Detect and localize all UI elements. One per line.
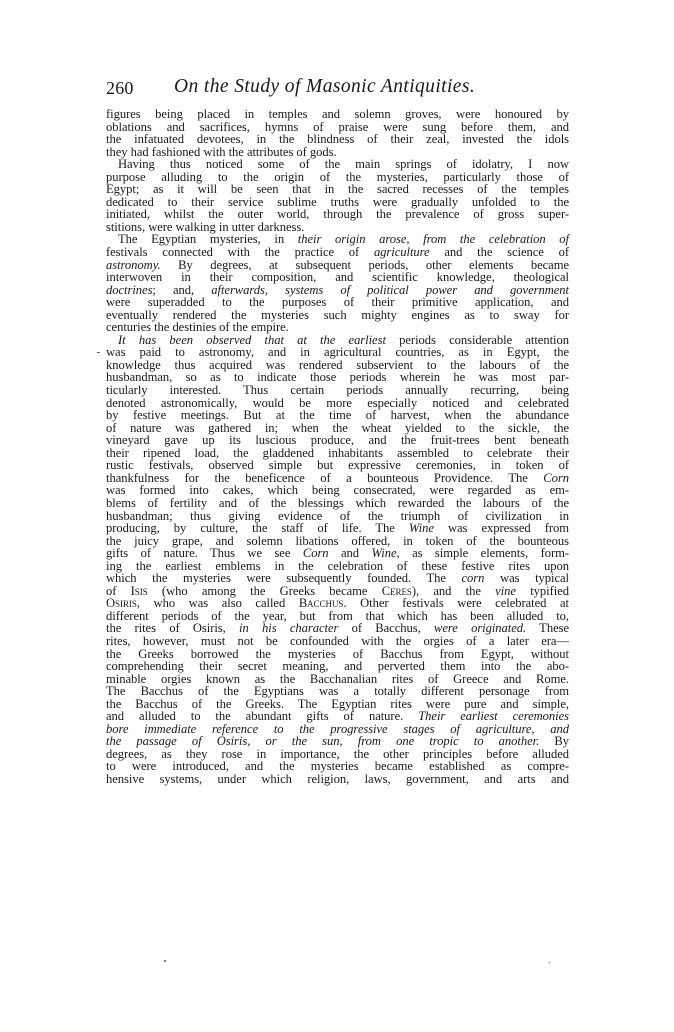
italic-text: in his character	[239, 621, 339, 636]
text-segment: ticularly interested. Thus certain periods annually recurring, being	[106, 383, 569, 398]
text-segment: the Greeks borrowed the mysteries of Bacchus from Egypt, without	[106, 646, 569, 661]
text-segment: . Other festivals were celebrated at	[343, 596, 570, 611]
text-segment: figures being placed in temples and solemn groves, were honoured by	[106, 107, 569, 121]
text-segment: to were introduced, and the mysteries became established as compre-	[106, 759, 569, 774]
text-segment: eventually rendered the mysteries such mighty engines as to sway for	[106, 307, 569, 322]
italic-text: agriculture	[373, 245, 430, 260]
text-segment: husbandman; thus giving evidence of the triumph of civilization in	[106, 508, 569, 523]
text-segment: the Bacchus of the Greeks. The Egyptian rites were pure and simple,	[106, 696, 569, 711]
text-segment: different periods of the year, but from that which has been alluded to,	[106, 608, 569, 623]
text-segment: of	[106, 583, 131, 598]
italic-text: Their earliest ceremonies	[418, 709, 569, 724]
text-segment: festivals connected with the practice of	[106, 245, 374, 260]
text-segment: interwoven in their composition, and scientific knowledge, theological	[106, 270, 569, 285]
text-segment: which the mysteries were subsequently founded. The	[106, 571, 462, 586]
text-segment: producing, by culture, the staff of life. The	[106, 521, 409, 536]
page-header	[106, 76, 569, 106]
text-segment: initiated, whilst the outer world, through the prevalence of gross super-	[106, 207, 569, 222]
text-segment: stitions, were walking in utter darkness.	[106, 219, 305, 234]
text-segment: centuries the destinies of the empire.	[106, 320, 289, 335]
italic-text: the passage of Osiris, or the sun, from one tropic to another.	[106, 734, 540, 749]
text-segment: The Bacchus of the Egyptians was a totally different personage from	[106, 684, 569, 699]
text-segment: Having thus noticed some of the main springs of idolatry, I now	[118, 157, 569, 172]
text-segment: thankfulness for the beneficence of a bounteous Providence. The	[106, 470, 544, 485]
text-segment: and the science of	[429, 245, 569, 260]
text-segment: ing the earliest emblems in the celebration of these festive rites upon	[106, 558, 569, 573]
text-segment: minable orgies known as the Bacchanalian rites of Greece and Rome.	[106, 671, 569, 686]
text-segment: ; and,	[152, 282, 212, 297]
text-segment: the rites of Osiris,	[106, 621, 240, 636]
text-segment: knowledge thus acquired was rendered subservient to the labours of the	[106, 357, 569, 372]
text-segment: , who was also called	[136, 596, 299, 611]
text-segment: By	[539, 734, 569, 749]
italic-text: bore immediate reference to the progressive stages of agriculture, and	[106, 721, 569, 736]
italic-text: Wine	[408, 521, 434, 536]
text-segment: their ripened load, the gladdened inhabitants assembled to celebrate their	[106, 445, 569, 460]
italic-text: were originated.	[433, 621, 527, 636]
text-segment: of Bacchus,	[338, 621, 434, 636]
running-title: On the Study of Masonic Antiquities.	[174, 76, 476, 97]
margin-mark	[97, 352, 100, 353]
text-segment: hensive systems, under which religion, laws, government, and arts and	[106, 771, 569, 786]
text-segment: by festive meetings. But at the time of harvest, when the abundance	[106, 408, 569, 423]
text-segment: dedicated to their service sublime truths were gradually unfolded to the	[106, 194, 569, 209]
text-segment: These	[526, 621, 570, 636]
text-segment: purpose alluding to the origin of the mysteries, particularly those of	[106, 169, 569, 184]
text-segment: vineyard gave up its luscious produce, and the fruit-trees bent beneath	[106, 433, 569, 448]
text-segment: were superadded to the purposes of their primitive application, and	[106, 295, 569, 310]
italic-text: Wine,	[371, 546, 400, 561]
small-caps-text: Osiris	[106, 596, 137, 611]
text-segment: blems of fertility and of the blessings which rewarded the labours of the	[106, 495, 569, 510]
text-segment: oblations and sacrifices, hymns of praise were sung before them, and	[106, 119, 569, 134]
text-segment: the infatuated devotees, in the blindness of their zeal, invested the idols	[106, 132, 569, 147]
book-page	[106, 76, 569, 786]
text-segment: periods considerable attention	[385, 332, 569, 347]
text-segment: was paid to astronomy, and in agricultural countries, as in Egypt, the	[106, 345, 569, 360]
text-line	[106, 773, 569, 786]
text-segment: was expressed from	[433, 521, 570, 536]
text-segment: rites, however, must not be confounded with the orgies of a later era—	[106, 633, 569, 648]
text-segment: By degrees, at subsequent periods, other elements became	[160, 257, 569, 272]
text-segment: (who among the Greeks became	[147, 583, 382, 598]
body-text	[106, 108, 569, 786]
text-segment: of nature was gathered in; when the wheat yielded to the sickle, the	[106, 420, 569, 435]
text-segment: they had fashioned with the attributes of gods.	[106, 144, 337, 159]
text-segment: the juicy grape, and solemn libations offered, in token of the bounteous	[106, 533, 569, 548]
italic-text: vine	[495, 583, 516, 598]
text-segment: ), and the	[411, 583, 496, 598]
small-caps-text: Ceres	[381, 583, 412, 598]
text-segment: and alluded to the abundant gifts of nature.	[106, 709, 419, 724]
italic-text: astronomy.	[106, 257, 161, 272]
scan-speck	[164, 960, 166, 962]
italic-text: corn	[461, 571, 485, 586]
italic-text: doctrines	[106, 282, 153, 297]
scan-speck	[549, 962, 550, 963]
text-segment: gifts of nature. Thus we see	[106, 546, 303, 561]
small-caps-text: Isis	[130, 583, 148, 598]
text-segment: was typical	[484, 571, 569, 586]
text-segment: and	[328, 546, 372, 561]
page-number: 260	[106, 78, 134, 98]
italic-text: their origin arose, from the celebration of	[297, 232, 569, 247]
text-segment: comprehending their secret meaning, and perverted them into the abo-	[106, 659, 569, 674]
italic-text: Corn	[543, 470, 569, 485]
text-segment: degrees, as they rose in importance, the other principles before alluded	[106, 746, 569, 761]
text-segment: The Egyptian mysteries, in	[118, 232, 298, 247]
text-segment: was formed into cakes, which being consecrated, were regarded as em-	[106, 483, 569, 498]
small-caps-text: Bacchus	[298, 596, 344, 611]
text-segment: rustic festivals, observed simple but expressive ceremonies, in token of	[106, 458, 569, 473]
italic-text: It has been observed that at the earliest	[118, 332, 386, 347]
italic-text: afterwards, systems of political power and government	[211, 282, 570, 297]
italic-text: Corn	[302, 546, 329, 561]
text-segment: typified	[515, 583, 569, 598]
text-segment: husbandman, so as to indicate those periods wherein he was most par-	[106, 370, 569, 385]
text-segment: Egypt; as it will be seen that in the sacred recesses of the temples	[106, 182, 569, 197]
text-segment: denoted astronomically, would be more especially noticed and celebrated	[106, 395, 569, 410]
text-segment: as simple elements, form-	[399, 546, 570, 561]
